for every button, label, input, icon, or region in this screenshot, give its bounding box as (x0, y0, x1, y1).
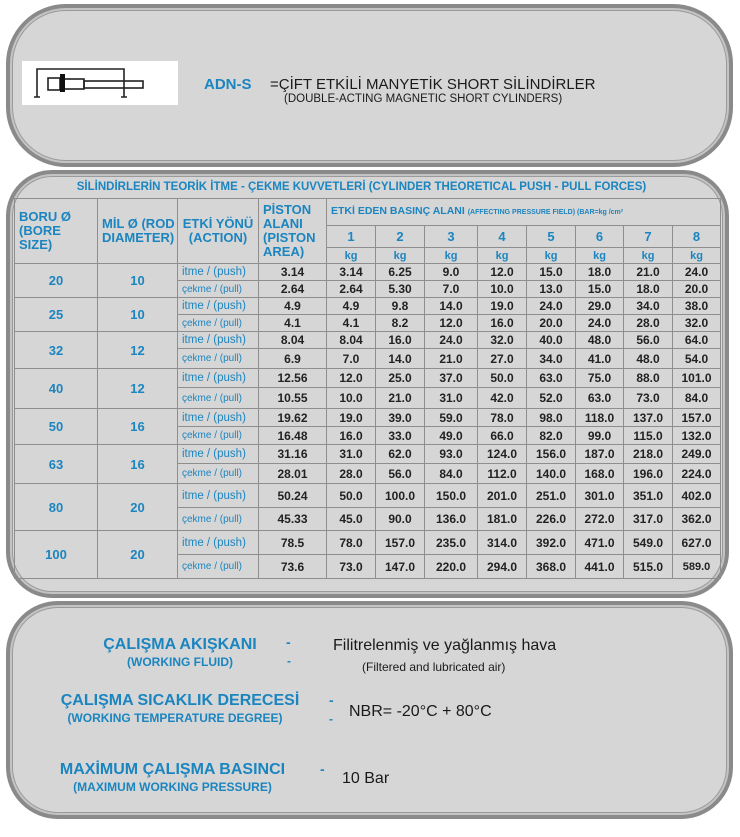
force-value: 78.0 (478, 409, 527, 427)
force-value: 402.0 (673, 484, 721, 508)
pressure-col-5: 5 (527, 226, 576, 248)
force-value: 118.0 (576, 409, 624, 427)
unit-kg: kg (478, 248, 527, 264)
unit-kg: kg (376, 248, 425, 264)
table-row (15, 298, 721, 315)
piston-area: 16.48 (259, 427, 327, 445)
force-value: 10.0 (327, 388, 376, 409)
force-value: 14.0 (425, 298, 478, 315)
max-pressure-label-english: (MAXIMUM WORKING PRESSURE) (73, 780, 272, 794)
force-value: 9.8 (376, 298, 425, 315)
force-value: 157.0 (376, 531, 425, 555)
table-title: SİLİNDİRLERİN TEORİK İTME - ÇEKME KUVVETLERİ (CYLINDER THEORETICAL PUSH - PULL FORCES) (76, 181, 647, 193)
force-value: 4.9 (327, 298, 376, 315)
force-value: 12.0 (478, 264, 527, 281)
force-value: 25.0 (376, 369, 425, 388)
fluid-value-english: (Filtered and lubricated air) (362, 660, 506, 674)
rod-diameter: 12 (98, 332, 178, 369)
force-value: 19.0 (478, 298, 527, 315)
cylinder-symbol-icon (22, 61, 178, 105)
header-piston-area: PİSTON ALANI (PISTON AREA) (259, 199, 327, 264)
force-value: 34.0 (624, 298, 673, 315)
force-value: 220.0 (425, 555, 478, 579)
force-value: 39.0 (376, 409, 425, 427)
force-value: 99.0 (576, 427, 624, 445)
force-value: 272.0 (576, 508, 624, 531)
push-label: itme / (push) (178, 298, 259, 315)
rod-diameter: 10 (98, 264, 178, 298)
pull-label: çekme / (pull) (178, 315, 259, 332)
unit-kg: kg (673, 248, 721, 264)
piston-area: 8.04 (259, 332, 327, 349)
pull-label: çekme / (pull) (178, 508, 259, 531)
temperature-value: NBR= -20°C + 80°C (349, 703, 492, 720)
table-row (15, 369, 721, 388)
force-value: 8.04 (327, 332, 376, 349)
force-value: 156.0 (527, 445, 576, 464)
force-value: 124.0 (478, 445, 527, 464)
pull-label: çekme / (pull) (178, 427, 259, 445)
force-value: 471.0 (576, 531, 624, 555)
rod-diameter: 20 (98, 484, 178, 531)
force-value: 56.0 (376, 464, 425, 484)
force-value: 29.0 (576, 298, 624, 315)
force-value: 627.0 (673, 531, 721, 555)
piston-area: 78.5 (259, 531, 327, 555)
force-value: 136.0 (425, 508, 478, 531)
header-bore: BORU Ø (BORE SIZE) (15, 199, 98, 264)
temperature-label: ÇALIŞMA SICAKLIK DERECESİ (60, 692, 300, 709)
force-value: 63.0 (576, 388, 624, 409)
force-value: 21.0 (425, 349, 478, 369)
force-value: 82.0 (527, 427, 576, 445)
pull-label: çekme / (pull) (178, 464, 259, 484)
force-value: 13.0 (527, 281, 576, 298)
unit-kg: kg (425, 248, 478, 264)
header-pressure-sub: (AFFECTING PRESSURE FIELD) (BAR=kg /cm² (467, 209, 624, 216)
product-title-english: (DOUBLE-ACTING MAGNETIC SHORT CYLINDERS) (284, 93, 563, 105)
force-value: 441.0 (576, 555, 624, 579)
force-value: 73.0 (624, 388, 673, 409)
pressure-col-8: 8 (673, 226, 721, 248)
table-row (15, 484, 721, 508)
pull-label: çekme / (pull) (178, 388, 259, 409)
piston-area: 6.9 (259, 349, 327, 369)
piston-area: 4.1 (259, 315, 327, 332)
force-value: 10.0 (478, 281, 527, 298)
force-value: 66.0 (478, 427, 527, 445)
rod-diameter: 12 (98, 369, 178, 409)
table-row (15, 531, 721, 555)
force-value: 140.0 (527, 464, 576, 484)
push-label: itme / (push) (178, 264, 259, 281)
force-value: 362.0 (673, 508, 721, 531)
product-title: =ÇİFT ETKİLİ MANYETİK SHORT SİLİNDİRLER (270, 76, 596, 93)
force-value: 9.0 (425, 264, 478, 281)
pull-label: çekme / (pull) (178, 281, 259, 298)
force-value: 88.0 (624, 369, 673, 388)
force-value: 28.0 (624, 315, 673, 332)
temperature-dash-english: - (329, 712, 333, 726)
force-value: 101.0 (673, 369, 721, 388)
force-value: 31.0 (425, 388, 478, 409)
max-pressure-dash: - (320, 761, 325, 777)
force-value: 16.0 (327, 427, 376, 445)
force-value: 157.0 (673, 409, 721, 427)
force-value: 100.0 (376, 484, 425, 508)
force-value: 62.0 (376, 445, 425, 464)
force-value: 20.0 (527, 315, 576, 332)
force-value: 50.0 (327, 484, 376, 508)
header-action: ETKİ YÖNÜ (ACTION) (178, 199, 259, 264)
table-row (15, 332, 721, 349)
force-value: 235.0 (425, 531, 478, 555)
rod-diameter: 10 (98, 298, 178, 332)
force-value: 12.0 (425, 315, 478, 332)
pull-label: çekme / (pull) (178, 555, 259, 579)
force-value: 52.0 (527, 388, 576, 409)
force-value: 31.0 (327, 445, 376, 464)
rod-diameter: 20 (98, 531, 178, 579)
rod-diameter: 16 (98, 445, 178, 484)
force-value: 196.0 (624, 464, 673, 484)
force-value: 42.0 (478, 388, 527, 409)
force-value: 84.0 (673, 388, 721, 409)
fluid-dash: - (286, 634, 291, 650)
force-value: 137.0 (624, 409, 673, 427)
force-value: 224.0 (673, 464, 721, 484)
force-value: 24.0 (527, 298, 576, 315)
push-label: itme / (push) (178, 445, 259, 464)
temperature-label-english: (WORKING TEMPERATURE DEGREE) (67, 711, 283, 725)
force-value: 78.0 (327, 531, 376, 555)
fluid-value: Filitrelenmiş ve yağlanmış hava (333, 637, 557, 654)
force-value: 27.0 (478, 349, 527, 369)
unit-kg: kg (576, 248, 624, 264)
force-value: 18.0 (576, 264, 624, 281)
force-value: 249.0 (673, 445, 721, 464)
force-value: 12.0 (327, 369, 376, 388)
bore-size: 40 (15, 369, 98, 409)
force-value: 56.0 (624, 332, 673, 349)
force-value: 7.0 (327, 349, 376, 369)
force-value: 33.0 (376, 427, 425, 445)
force-value: 201.0 (478, 484, 527, 508)
force-value: 549.0 (624, 531, 673, 555)
force-value: 6.25 (376, 264, 425, 281)
force-value: 32.0 (478, 332, 527, 349)
force-value: 301.0 (576, 484, 624, 508)
force-value: 98.0 (527, 409, 576, 427)
force-value: 4.1 (327, 315, 376, 332)
bore-size: 32 (15, 332, 98, 369)
force-value: 314.0 (478, 531, 527, 555)
piston-area: 50.24 (259, 484, 327, 508)
force-value: 5.30 (376, 281, 425, 298)
force-value: 40.0 (527, 332, 576, 349)
unit-kg: kg (327, 248, 376, 264)
force-value: 41.0 (576, 349, 624, 369)
force-value: 251.0 (527, 484, 576, 508)
force-value: 48.0 (624, 349, 673, 369)
piston-area: 73.6 (259, 555, 327, 579)
force-value: 21.0 (376, 388, 425, 409)
piston-area: 12.56 (259, 369, 327, 388)
pressure-col-1: 1 (327, 226, 376, 248)
force-value: 73.0 (327, 555, 376, 579)
force-value: 21.0 (624, 264, 673, 281)
piston-area: 3.14 (259, 264, 327, 281)
force-value: 93.0 (425, 445, 478, 464)
force-value: 132.0 (673, 427, 721, 445)
piston-area: 19.62 (259, 409, 327, 427)
force-value: 187.0 (576, 445, 624, 464)
force-value: 64.0 (673, 332, 721, 349)
pressure-col-3: 3 (425, 226, 478, 248)
header-pressure (327, 199, 721, 226)
push-label: itme / (push) (178, 484, 259, 508)
force-value: 2.64 (327, 281, 376, 298)
unit-kg: kg (624, 248, 673, 264)
force-value: 84.0 (425, 464, 478, 484)
force-value: 351.0 (624, 484, 673, 508)
bore-size: 63 (15, 445, 98, 484)
force-value: 8.2 (376, 315, 425, 332)
force-value: 54.0 (673, 349, 721, 369)
force-value: 168.0 (576, 464, 624, 484)
force-value: 38.0 (673, 298, 721, 315)
force-value: 90.0 (376, 508, 425, 531)
piston-area: 10.55 (259, 388, 327, 409)
force-value: 15.0 (576, 281, 624, 298)
force-value: 63.0 (527, 369, 576, 388)
force-value: 15.0 (527, 264, 576, 281)
force-value: 45.0 (327, 508, 376, 531)
force-value: 34.0 (527, 349, 576, 369)
force-value: 18.0 (624, 281, 673, 298)
pressure-col-4: 4 (478, 226, 527, 248)
unit-kg: kg (527, 248, 576, 264)
piston-area: 28.01 (259, 464, 327, 484)
force-value: 7.0 (425, 281, 478, 298)
pull-label: çekme / (pull) (178, 349, 259, 369)
force-value: 48.0 (576, 332, 624, 349)
force-value: 24.0 (425, 332, 478, 349)
force-value: 28.0 (327, 464, 376, 484)
forces-table (14, 198, 721, 579)
force-value: 37.0 (425, 369, 478, 388)
force-value: 181.0 (478, 508, 527, 531)
force-value: 589.0 (673, 555, 721, 579)
bore-size: 50 (15, 409, 98, 445)
force-value: 24.0 (673, 264, 721, 281)
push-label: itme / (push) (178, 332, 259, 349)
bore-size: 25 (15, 298, 98, 332)
force-value: 112.0 (478, 464, 527, 484)
rod-diameter: 16 (98, 409, 178, 445)
push-label: itme / (push) (178, 409, 259, 427)
fluid-label: ÇALIŞMA AKIŞKANI (103, 636, 257, 653)
force-value: 14.0 (376, 349, 425, 369)
force-value: 59.0 (425, 409, 478, 427)
force-value: 368.0 (527, 555, 576, 579)
header-pressure-main: ETKİ EDEN BASINÇ ALANI (331, 205, 465, 217)
force-value: 20.0 (673, 281, 721, 298)
fluid-label-english: (WORKING FLUID) (127, 655, 233, 669)
force-value: 226.0 (527, 508, 576, 531)
temperature-dash: - (329, 692, 334, 708)
header-rod: MİL Ø (ROD DIAMETER) (98, 199, 178, 264)
pressure-col-7: 7 (624, 226, 673, 248)
force-value: 24.0 (576, 315, 624, 332)
piston-area: 31.16 (259, 445, 327, 464)
pressure-col-2: 2 (376, 226, 425, 248)
model-code: ADN-S (204, 76, 252, 93)
bore-size: 20 (15, 264, 98, 298)
force-value: 147.0 (376, 555, 425, 579)
piston-area: 2.64 (259, 281, 327, 298)
force-value: 16.0 (376, 332, 425, 349)
force-value: 218.0 (624, 445, 673, 464)
force-value: 392.0 (527, 531, 576, 555)
force-value: 16.0 (478, 315, 527, 332)
fluid-dash-english: - (287, 654, 291, 668)
force-value: 50.0 (478, 369, 527, 388)
piston-area: 45.33 (259, 508, 327, 531)
force-value: 317.0 (624, 508, 673, 531)
push-label: itme / (push) (178, 531, 259, 555)
force-value: 115.0 (624, 427, 673, 445)
force-value: 294.0 (478, 555, 527, 579)
table-row (15, 445, 721, 464)
force-value: 49.0 (425, 427, 478, 445)
force-value: 3.14 (327, 264, 376, 281)
max-pressure-value: 10 Bar (342, 770, 390, 787)
push-label: itme / (push) (178, 369, 259, 388)
table-row (15, 264, 721, 281)
bore-size: 100 (15, 531, 98, 579)
force-value: 32.0 (673, 315, 721, 332)
pressure-col-6: 6 (576, 226, 624, 248)
force-value: 515.0 (624, 555, 673, 579)
force-value: 19.0 (327, 409, 376, 427)
force-value: 150.0 (425, 484, 478, 508)
bore-size: 80 (15, 484, 98, 531)
force-value: 75.0 (576, 369, 624, 388)
piston-area: 4.9 (259, 298, 327, 315)
table-row (15, 409, 721, 427)
max-pressure-label: MAXİMUM ÇALIŞMA BASINCI (59, 761, 286, 778)
